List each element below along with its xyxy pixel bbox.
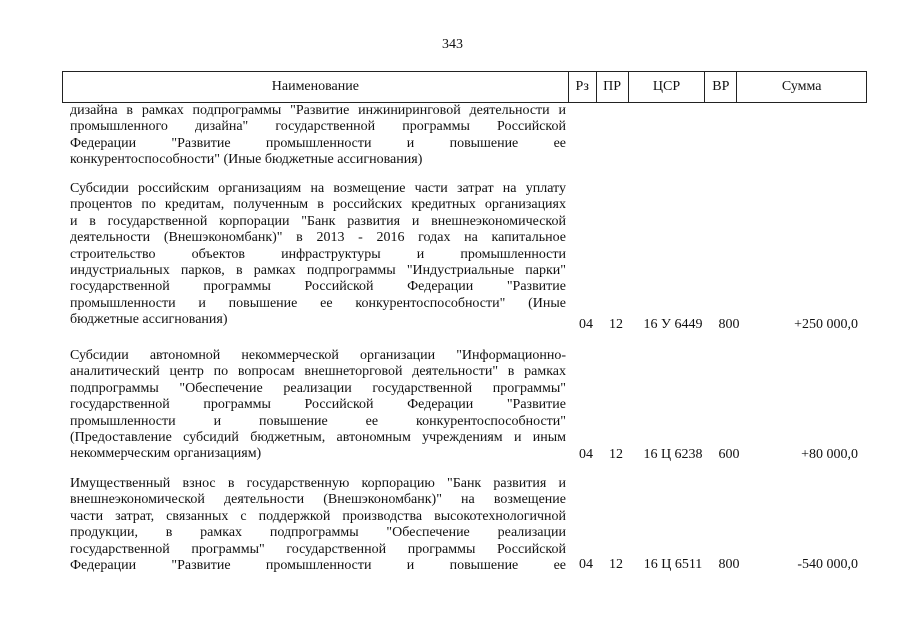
table-row-name [70, 103, 566, 169]
row-text-line: строительство объектов инфраструктуры и промышленности [70, 246, 566, 262]
header-vr: ВР [704, 72, 736, 102]
row-text-line: Субсидии автономной некоммерческой организации "Информационно- [70, 348, 566, 363]
row-text-line: Федерации "Развитие промышленности и повышение ее [70, 135, 566, 151]
table-cell-pr: 12 [609, 557, 623, 572]
table-cell-csr: 16 Ц 6238 [643, 447, 703, 462]
row-text-line: части затрат, связанных с поддержкой производства высокотехнологичной [70, 508, 566, 524]
table-header [62, 71, 867, 103]
table-row-name [70, 476, 566, 574]
header-name: Наименование [271, 79, 359, 94]
table-row-name [70, 348, 566, 463]
table-row-name [70, 181, 566, 329]
row-text-line: промышленного дизайна" государственной программы Российской [70, 119, 566, 135]
header-sum: Сумма [736, 72, 866, 102]
table-cell-sum: -540 000,0 [797, 557, 858, 572]
row-text-line: бюджетные ассигнования) [70, 312, 228, 328]
table-cell-sum: +80 000,0 [801, 447, 858, 462]
row-text-line: Субсидии российским организациям на возмещение части затрат на уплату [70, 181, 566, 196]
header-pr: ПР [596, 72, 628, 102]
table-cell-vr: 600 [718, 447, 740, 462]
row-text-line: некоммерческим организациям) [70, 446, 262, 462]
page-number: 343 [442, 37, 463, 52]
table-cell-pr: 12 [609, 447, 623, 462]
row-text-line: и в государственной корпорации "Банк развития и внешнеэкономической [70, 213, 566, 229]
row-text-line: Федерации "Развитие промышленности и повышение ее [70, 558, 566, 574]
row-text-line: Имущественный взнос в государственную корпорацию "Банк развития и [70, 476, 566, 491]
row-text-line: аналитический центр по вопросам внешнеторговой деятельности" в рамках [70, 364, 566, 380]
row-text-line: процентов по кредитам, полученным в российских кредитных организациях [70, 197, 566, 213]
row-text-line: государственной программы Российской Федерации "Развитие [70, 397, 566, 413]
row-text-line: промышленности и повышение ее конкурентоспособности" (Иные [70, 295, 566, 311]
table-cell-vr: 800 [718, 317, 740, 332]
row-text-line: (Предоставление субсидий бюджетным, автономным учреждениям и иным [70, 430, 566, 446]
row-text-line: государственной программы Российской Федерации "Развитие [70, 279, 566, 295]
row-text-line: конкурентоспособности" (Иные бюджетные ассигнования) [70, 152, 423, 168]
table-cell-rz: 04 [579, 317, 593, 332]
table-cell-vr: 800 [718, 557, 740, 572]
table-cell-rz: 04 [579, 447, 593, 462]
header-rz: Рз [568, 72, 596, 102]
table-cell-rz: 04 [579, 557, 593, 572]
row-text-line: подпрограммы "Обеспечение реализации государственной программы" [70, 380, 566, 396]
table-cell-pr: 12 [609, 317, 623, 332]
table-cell-csr: 16 Ц 6511 [643, 557, 703, 572]
table-cell-sum: +250 000,0 [794, 317, 858, 332]
row-text-line: продукции, в рамках подпрограммы "Обеспечение реализации [70, 525, 566, 541]
row-text-line: деятельности (Внешэкономбанк)" в 2013 - 2016 годах на капитальное [70, 230, 566, 246]
row-text-line: промышленности и повышение ее конкурентоспособности" [70, 413, 566, 429]
table-cell-csr: 16 У 6449 [643, 317, 703, 332]
row-text-line: государственной программы" государственной программы Российской [70, 541, 566, 557]
row-text-line: дизайна в рамках подпрограммы "Развитие инжиниринговой деятельности и [70, 103, 566, 118]
row-text-line: внешнеэкономической деятельности (Внешэкономбанк)" на возмещение [70, 492, 566, 508]
header-csr: ЦСР [628, 72, 705, 102]
row-text-line: индустриальных парков, в рамках подпрограммы "Индустриальные парки" [70, 263, 566, 279]
